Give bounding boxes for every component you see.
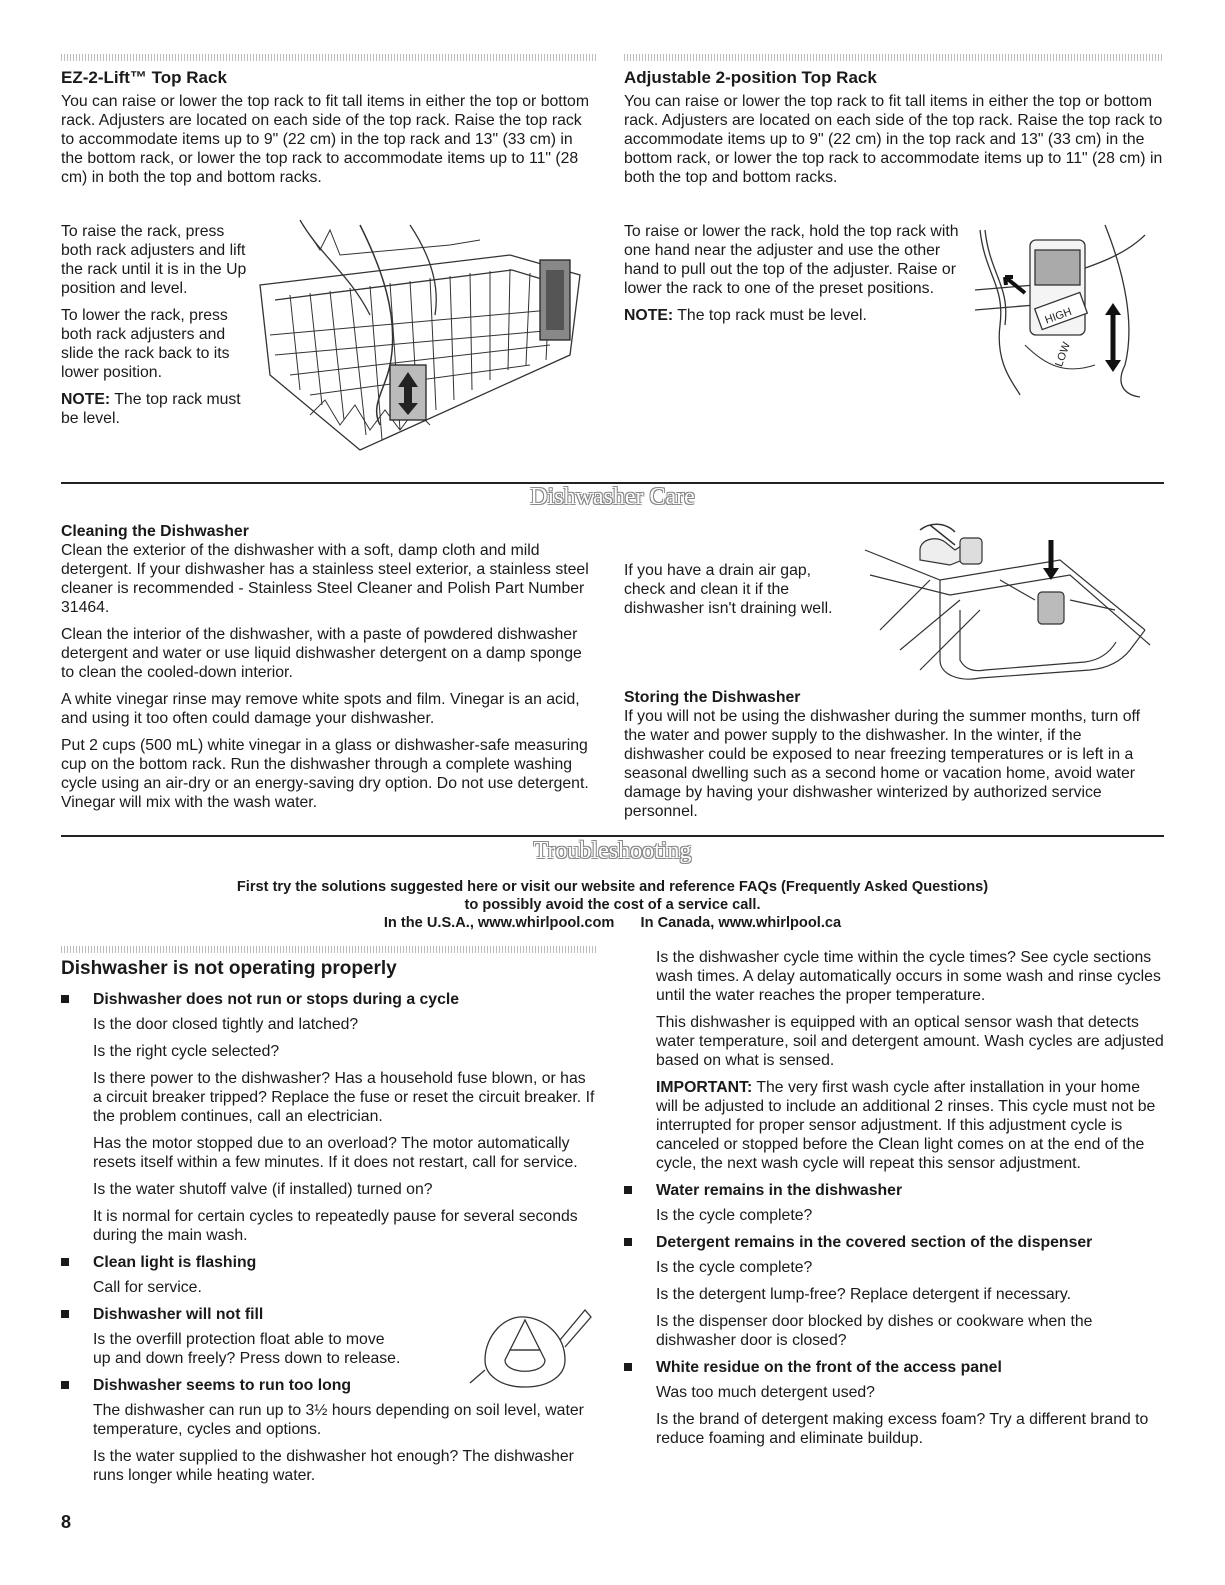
ez-raise-text: To raise the rack, press both rack adjusters and lift the rack until it is in the Up position and level. (61, 223, 247, 297)
bullet-head: Dishwasher will not fill (93, 1306, 264, 1323)
bullet-square-icon (624, 1363, 632, 1371)
cleaning-title: Cleaning the Dishwasher (61, 523, 249, 540)
trouble-left-column (61, 958, 596, 1493)
us-website-link[interactable]: In the U.S.A., www.whirlpool.com (383, 915, 615, 931)
ez-top-rack-steps (61, 222, 257, 436)
bullet-square-icon (61, 1258, 69, 1266)
r-p3 (656, 1078, 1164, 1173)
important-text: The very first wash cycle after installation in your home will be adjusted to include an additional 2 rinses. This cycle must not be interrupted for proper sensor adjustment. If this adjustment cycle is canceled or stopped before the Clean light comes on at the end of the cycle, the next wash cycle will repeat this sensor adjustment. (656, 1079, 1156, 1172)
bullet-does-not-run (61, 990, 596, 1245)
trouble-section-title: Troubleshooting (524, 838, 702, 864)
overfill-float-illustration (465, 1305, 595, 1395)
adj-top-rack-section (624, 68, 1164, 195)
canada-website-link[interactable]: In Canada, www.whirlpool.ca (640, 915, 842, 931)
b6-p1: Is the cycle complete? (656, 1259, 813, 1276)
trouble-title-wrap (0, 838, 1225, 865)
trouble-intro-line3 (61, 914, 1164, 932)
ez-top-rack-intro: You can raise or lower the top rack to fit tall items in either the top or bottom rack. Adjusters are located on each side of the top rack. Raise the top rack to accommodate items up to 9" (22 cm) in the top rack and 13" (33 cm) in the bottom rack, or lower the top rack to accommodate items up to 11" (28 cm) in both the top and bottom racks. (61, 93, 589, 186)
bullet-clean-light (61, 1253, 596, 1297)
b2-p1: Call for service. (93, 1279, 202, 1296)
adj-top-rack-intro: You can raise or lower the top rack to fit tall items in either the top or bottom rack. Adjusters are located on each side of the top rack. Raise the top rack to accommodate items up to 9" (22 cm) in the top rack and 13" (33 cm) in the bottom rack, or lower the top rack to accommodate items up to 11" (28 cm) in both the top and bottom racks. (624, 93, 1163, 186)
bullet-white-residue (624, 1358, 1164, 1448)
bullet-square-icon (624, 1186, 632, 1194)
bullet-head: Clean light is flashing (93, 1254, 257, 1271)
r-p1: Is the dishwasher cycle time within the cycle times? See cycle sections wash times. A delay automatically occurs in some wash and rinse cycles until the water reaches the proper temperature. (656, 949, 1161, 1004)
bullet-square-icon (61, 1381, 69, 1389)
trouble-intro-line2: to possibly avoid the cost of a service call. (464, 897, 761, 913)
section-rule-hatched (61, 54, 596, 61)
b3-p1: Is the overfill protection float able to move up and down freely? Press down to release. (93, 1331, 401, 1367)
high-label: HIGH (1043, 305, 1074, 327)
b6-p3: Is the dispenser door blocked by dishes or cookware when the dishwasher door is closed? (656, 1313, 1093, 1349)
adj-note-label: NOTE: (624, 307, 674, 324)
bullet-head: Water remains in the dishwasher (656, 1182, 903, 1199)
trouble-right-column (624, 948, 1164, 1456)
b6-p2: Is the detergent lump-free? Replace detergent if necessary. (656, 1286, 1072, 1303)
bullet-square-icon (61, 995, 69, 1003)
b1-p1: Is the door closed tightly and latched? (93, 1016, 359, 1033)
b5-p1: Is the cycle complete? (656, 1207, 813, 1224)
ez-lower-text: To lower the rack, press both rack adjusters and slide the rack back to its lower position. (61, 307, 230, 381)
b1-p2: Is the right cycle selected? (93, 1043, 280, 1060)
bullet-square-icon (624, 1238, 632, 1246)
b1-p6: It is normal for certain cycles to repeatedly pause for several seconds during the main wash. (93, 1208, 578, 1244)
ez-note-label: NOTE: (61, 391, 111, 408)
trouble-heading: Dishwasher is not operating properly (61, 958, 397, 979)
trouble-intro (61, 878, 1164, 932)
adj-note (624, 306, 979, 325)
care-section-title: Dishwasher Care (520, 484, 705, 510)
low-label: LOW (1053, 340, 1074, 369)
b7-p2: Is the brand of detergent making excess foam? Try a different brand to reduce foaming and eliminate buildup. (656, 1411, 1149, 1447)
adj-raise-lower-text: To raise or lower the rack, hold the top rack with one hand near the adjuster and use the other hand to pull out the top of the adjuster. Raise or lower the rack to one of the preset positions. (624, 223, 959, 297)
air-gap-illustration (860, 520, 1160, 690)
b4-p1: The dishwasher can run up to 3½ hours depending on soil level, water temperature, cycles and options. (93, 1402, 584, 1438)
b4-p2: Is the water supplied to the dishwasher hot enough? The dishwasher runs longer while heating water. (93, 1448, 574, 1484)
cleaning-p2: Clean the interior of the dishwasher, with a paste of powdered dishwasher detergent and water or use liquid dishwasher detergent on a damp sponge to clean the cooled-down interior. (61, 626, 582, 681)
rack-adjuster-illustration (975, 215, 1160, 400)
ez-note-text: The top rack must be level. (61, 391, 241, 427)
care-title-wrap (0, 484, 1225, 511)
ez-top-rack-title: EZ-2-Lift™ Top Rack (61, 68, 227, 87)
important-label: IMPORTANT: (656, 1079, 753, 1096)
bullet-water-remains (624, 1181, 1164, 1225)
b1-p5: Is the water shutoff valve (if installed) turned on? (93, 1181, 433, 1198)
bullet-head: White residue on the front of the access panel (656, 1359, 1002, 1376)
cleaning-p3: A white vinegar rinse may remove white spots and film. Vinegar is an acid, and using it too often could damage your dishwasher. (61, 691, 580, 727)
air-gap-text: If you have a drain air gap, check and clean it if the dishwasher isn't draining well. (624, 562, 833, 617)
page-number: 8 (61, 1512, 72, 1532)
adj-top-rack-steps (624, 222, 979, 333)
cycle-time-group (624, 948, 1164, 1173)
cleaning-p4: Put 2 cups (500 mL) white vinegar in a glass or dishwasher-safe measuring cup on the bottom rack. Run the dishwasher through a complete washing cycle using an air-dry or an energy-saving dry option. Do not use detergent. Vinegar will mix with the wash water. (61, 737, 589, 811)
trouble-rule-hatched (61, 946, 596, 953)
ez-top-rack-section (61, 68, 596, 195)
b1-p3: Is there power to the dishwasher? Has a household fuse blown, or has a circuit breaker tripped? Replace the fuse or reset the circuit breaker. If the problem continues, call an electrician. (93, 1070, 595, 1125)
ez-note (61, 390, 257, 428)
bullet-head: Dishwasher seems to run too long (93, 1377, 352, 1394)
storing-section (624, 688, 1164, 829)
bullet-square-icon (61, 1310, 69, 1318)
bullet-head: Dishwasher does not run or stops during a cycle (93, 991, 460, 1008)
rack-lift-illustration (250, 215, 595, 455)
cleaning-p1: Clean the exterior of the dishwasher with a soft, damp cloth and mild detergent. If your dishwasher has a stainless steel exterior, a stainless steel cleaner is recommended - Stainless Steel Cleaner and Polish Part Number 31464. (61, 542, 589, 616)
storing-text: If you will not be using the dishwasher during the summer months, turn off the water and power supply to the dishwasher. In the winter, if the dishwasher could be exposed to near freezing temperatures or is left in a seasonal dwelling such as a second home or vacation home, avoid water damage by having your dishwasher winterized by authorized service personnel. (624, 708, 1141, 820)
trouble-intro-line1: First try the solutions suggested here or visit our website and reference FAQs (Frequently Asked Questions) (236, 879, 989, 895)
section-rule-hatched-right (624, 54, 1164, 61)
r-p2: This dishwasher is equipped with an optical sensor wash that detects water temperature, soil and detergent amount. Wash cycles are adjusted based on what is sensed. (656, 1014, 1164, 1069)
trouble-divider (61, 835, 1164, 837)
b7-p1: Was too much detergent used? (656, 1384, 875, 1401)
b1-p4: Has the motor stopped due to an overload? The motor automatically resets itself within a few minutes. If it does not restart, call for service. (93, 1135, 578, 1171)
bullet-head: Detergent remains in the covered section of the dispenser (656, 1234, 1093, 1251)
bullet-detergent-remains (624, 1233, 1164, 1350)
cleaning-section (61, 522, 596, 820)
adj-top-rack-title: Adjustable 2-position Top Rack (624, 68, 877, 87)
air-gap-text-wrap (624, 561, 849, 626)
storing-title: Storing the Dishwasher (624, 689, 801, 706)
adj-note-text: The top rack must be level. (673, 307, 867, 324)
